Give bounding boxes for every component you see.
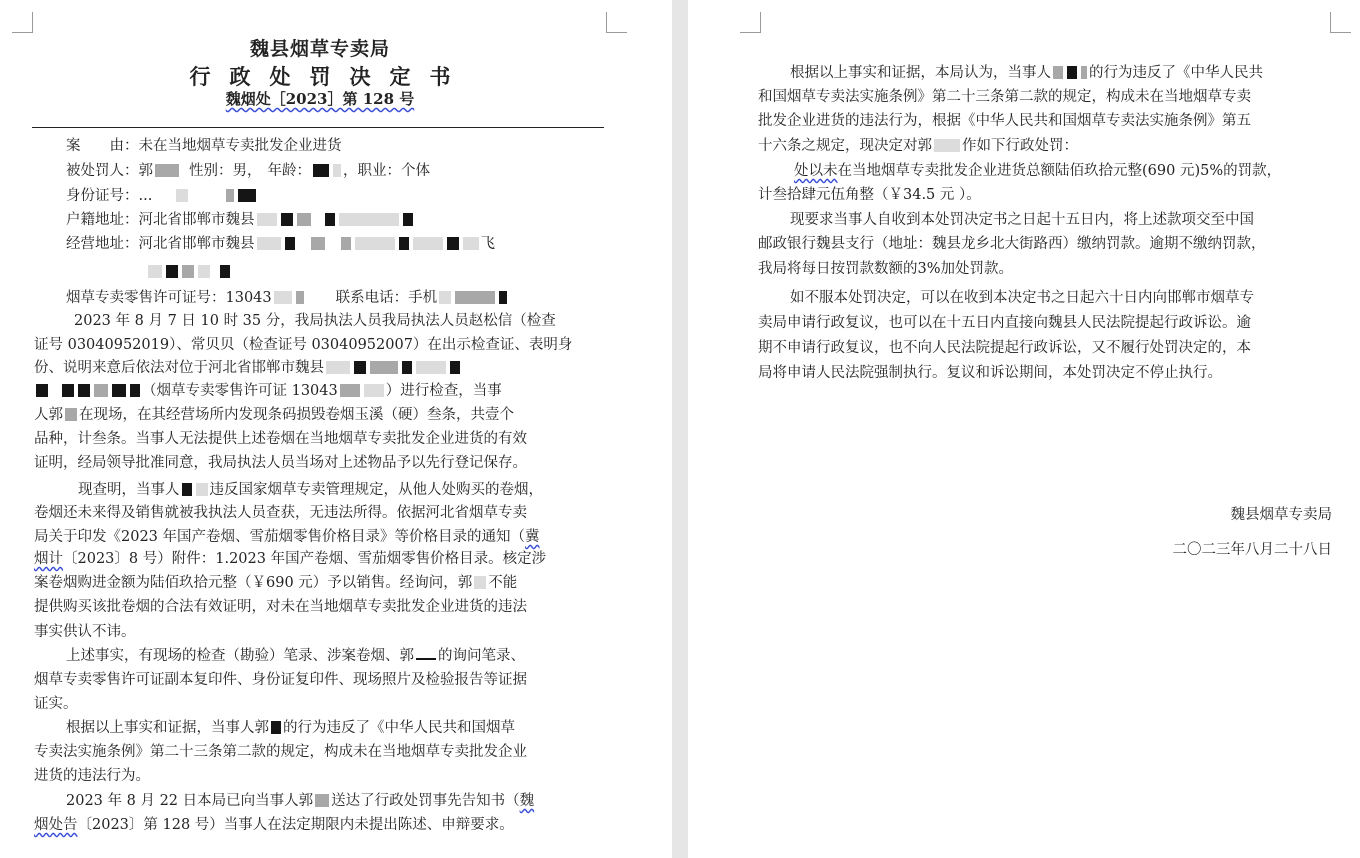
redaction-block <box>94 384 108 397</box>
body-text: 烟计 <box>34 551 63 567</box>
redaction-block <box>416 361 446 374</box>
redaction-block <box>1067 66 1077 79</box>
signature-date: 二〇二三年八月二十八日 <box>1172 542 1332 558</box>
household-label: 户籍地址： <box>66 212 139 228</box>
redaction-block <box>257 213 277 226</box>
occupation-label: ，职业： <box>343 163 401 179</box>
body-line <box>66 646 525 666</box>
redaction-block <box>1081 66 1087 79</box>
body-text: 送达了行政处罚事先告知书（ <box>331 793 520 809</box>
redaction-block <box>474 576 486 589</box>
body-text: 上述事实，有现场的检查（勘验）笔录、涉案卷烟、郭 <box>66 648 414 664</box>
body-line <box>790 63 1263 83</box>
signature-agency: 魏县烟草专卖局 <box>1230 507 1332 523</box>
redaction-block <box>226 189 234 202</box>
business-row-cont <box>146 262 232 282</box>
party-row <box>66 161 430 181</box>
case-value: 未在当地烟草专卖批发企业进货 <box>138 138 342 154</box>
business-row <box>66 234 495 254</box>
agency-title: 魏县烟草专卖局 <box>249 38 390 60</box>
doc-number-text: 魏烟处［2023］第 128 号 <box>225 90 415 108</box>
body-line <box>78 480 543 500</box>
license-row <box>66 288 509 308</box>
body-text: 作如下行政处罚： <box>962 138 1078 154</box>
phone-value: 手机 <box>408 290 438 306</box>
redaction-block <box>313 164 329 177</box>
redaction-block <box>402 361 412 374</box>
body-line: 事实供认不讳。 <box>34 624 136 640</box>
body-line <box>34 527 540 547</box>
body-line: 烟草专卖零售许可证副本复印件、身份证复印件、现场照片及检验报告等证据 <box>34 672 527 688</box>
household-value: 河北省邯郸市魏县 <box>138 212 255 228</box>
case-label: 案 由： <box>66 138 139 154</box>
body-text: 份、说明来意后依法对位于河北省邯郸市魏县 <box>34 360 324 376</box>
id-row <box>66 186 258 206</box>
document-page-left <box>0 0 672 858</box>
redaction-block <box>499 291 507 304</box>
page-gap <box>672 0 688 858</box>
redaction-block <box>36 384 48 397</box>
body-line <box>34 549 546 569</box>
redaction-block <box>326 361 350 374</box>
redaction-block <box>311 237 325 250</box>
redaction-block <box>198 265 210 278</box>
redaction-block <box>196 483 208 496</box>
document-type-title: 行政处罚决定书 <box>189 65 470 89</box>
redaction-block <box>413 237 443 250</box>
redaction-block <box>155 164 179 177</box>
body-line: 2023 年 8 月 7 日 10 时 35 分，我局执法人员我局执法人员赵松信（检查 <box>74 313 556 329</box>
redaction-block <box>934 139 960 152</box>
redaction-block <box>403 213 413 226</box>
redaction-block <box>285 237 295 250</box>
body-text: 烟处告 <box>34 817 78 833</box>
penalty-highlight: 处以未 <box>794 163 838 179</box>
redaction-block <box>281 213 293 226</box>
redaction-block <box>65 408 77 421</box>
body-line: 邮政银行魏县支行（地址：魏县龙乡北大街路西）缴纳罚款。逾期不缴纳罚款， <box>758 236 1266 252</box>
id-label: 身份证号： <box>66 188 139 204</box>
redaction-block <box>271 721 281 734</box>
body-text: 现查明，当事人 <box>78 482 180 498</box>
redaction-block <box>370 361 398 374</box>
license-label: 烟草专卖零售许可证号： <box>66 290 226 306</box>
redaction-block <box>399 237 409 250</box>
id-value: ... <box>138 188 153 204</box>
header-divider <box>32 127 604 128</box>
body-line: 我局将每日按罚款数额的3%加处罚款。 <box>758 261 1014 277</box>
body-text: 的询问笔录、 <box>438 648 525 664</box>
body-line <box>794 161 1281 181</box>
body-line: 计叁拾肆元伍角整（￥34.5 元 ）。 <box>758 187 981 203</box>
business-label: 经营地址： <box>66 236 139 252</box>
redaction-block <box>62 384 74 397</box>
body-line: 现要求当事人自收到本处罚决定书之日起十五日内，将上述款项交至中国 <box>790 212 1254 228</box>
document-number <box>0 88 640 109</box>
body-line: 提供购买该批卷烟的合法有效证明，对未在当地烟草专卖批发企业进货的违法 <box>34 599 527 615</box>
body-text: 在现场，在其经营场所内发现条码损毁卷烟玉溪（硬）叁条，共壹个 <box>79 407 514 423</box>
body-line: 局将申请人民法院强制执行。复议和诉讼期间，本处罚决定不停止执行。 <box>758 365 1222 381</box>
crop-mark-top-left <box>12 12 33 33</box>
redaction-block <box>182 483 192 496</box>
redaction-block <box>341 237 351 250</box>
redaction-block <box>112 384 126 397</box>
body-text: 2023 年 8 月 22 日本局已向当事人郭 <box>66 793 314 809</box>
body-text: （烟草专卖零售许可证 13043 <box>142 383 338 399</box>
redaction-block <box>274 291 292 304</box>
redaction-block <box>354 361 366 374</box>
body-line: 证实。 <box>34 696 78 712</box>
age-label: 年龄： <box>267 163 311 179</box>
redaction-block <box>325 213 335 226</box>
redaction-block <box>355 237 395 250</box>
body-text: 的行为违反了《中华人民共和国烟草 <box>283 720 515 736</box>
body-text: 违反国家烟草专卖管理规定，从他人处购买的卷烟， <box>209 482 543 498</box>
phone-label: 联系电话： <box>335 290 409 306</box>
redaction-block <box>176 189 188 202</box>
redaction-block <box>339 213 399 226</box>
occupation-value: 个体 <box>401 163 430 179</box>
redaction-block <box>220 265 230 278</box>
body-text: 〔2023〕第 128 号）当事人在法定期限内未提出陈述、申辩要求。 <box>77 817 514 833</box>
body-line <box>66 718 515 738</box>
redaction-block <box>257 237 281 250</box>
redaction-block <box>340 384 360 397</box>
body-text: 不能 <box>488 575 518 591</box>
redaction-block <box>315 794 329 807</box>
body-text: 案卷烟购进金额为陆佰玖拾元整（￥690 元）予以销售。经询问，郭 <box>34 575 473 591</box>
household-row <box>66 210 415 230</box>
body-text: 根据以上事实和证据，当事人郭 <box>66 720 269 736</box>
redaction-block <box>364 384 384 397</box>
redaction-block <box>439 291 451 304</box>
body-text: 的行为违反了《中华人民共 <box>1089 65 1263 81</box>
party-label: 被处罚人： <box>66 163 139 179</box>
redaction-block <box>455 291 495 304</box>
redaction-block <box>130 384 140 397</box>
body-text: 〔2023〕8 号）附件：1.2023 年国产卷烟、雪茄烟零售价格目录。核定涉 <box>63 551 547 567</box>
body-line: 卖局申请行政复议，也可以在十五日内直接向魏县人民法院提起行政诉讼。逾 <box>758 315 1251 331</box>
redaction-block <box>148 265 162 278</box>
redaction-block <box>1053 66 1063 79</box>
body-line: 期不申请行政复议，也不向人民法院提起行政诉讼，又不履行处罚决定的，本 <box>758 340 1251 356</box>
case-row <box>66 136 342 156</box>
crop-mark-top-left <box>740 12 761 33</box>
body-text: 根据以上事实和证据，本局认为，当事人 <box>790 65 1051 81</box>
body-text: 魏 <box>519 793 535 809</box>
redaction-block <box>78 384 90 397</box>
license-value: 13043 <box>225 290 272 306</box>
gender-value: 男， <box>232 163 262 179</box>
body-line: 进货的违法行为。 <box>34 768 150 784</box>
body-text: 人郭 <box>34 407 63 423</box>
business-value: 河北省邯郸市魏县 <box>138 236 255 252</box>
body-line <box>758 136 1078 156</box>
body-line: 专卖法实施条例》第二十三条第二款的规定，构成未在当地烟草专卖批发企业 <box>34 744 527 760</box>
redaction-block <box>296 291 304 304</box>
crop-mark-top-right <box>1330 12 1351 33</box>
body-line: 品种，计叁条。当事人无法提供上述卷烟在当地烟草专卖批发企业进货的有效 <box>34 431 527 447</box>
redaction-block <box>333 164 341 177</box>
redaction-block <box>450 361 460 374</box>
party-name: 郭 <box>138 163 153 179</box>
body-line <box>34 815 514 835</box>
body-line: 和国烟草专卖法实施条例》第二十三条第二款的规定，构成未在当地烟草专卖 <box>758 89 1251 105</box>
body-text: 局关于印发《2023 年国产卷烟、雪茄烟零售价格目录》等价格目录的通知（ <box>34 529 526 545</box>
body-line: 如不服本处罚决定，可以在收到本决定书之日起六十日内向邯郸市烟草专 <box>790 290 1254 306</box>
redaction-block <box>238 189 256 202</box>
redaction-block <box>416 658 436 660</box>
body-line <box>34 381 502 401</box>
body-text: 冀 <box>525 529 540 545</box>
redaction-block <box>447 237 459 250</box>
body-text: ）进行检查，当事 <box>385 383 502 399</box>
document-page-right <box>688 0 1360 858</box>
body-line <box>34 405 514 425</box>
crop-mark-top-right <box>606 12 627 33</box>
redaction-block <box>463 237 479 250</box>
body-text: 在当地烟草专卖批发企业进货总额陆佰玖拾元整(690 元)5%的罚款， <box>837 163 1282 179</box>
body-line <box>34 573 517 593</box>
business-tail: 飞 <box>480 236 495 252</box>
body-line <box>34 358 462 378</box>
body-line: 证号 03040952019）、常贝贝（检查证号 03040952007）在出示检查证、表明身 <box>34 337 573 353</box>
body-line <box>66 791 534 811</box>
body-line: 批发企业进货的违法行为，根据《中华人民共和国烟草专卖法实施条例》第五 <box>758 113 1251 129</box>
body-line: 证明，经局领导批准同意，我局执法人员当场对上述物品予以先行登记保存。 <box>34 455 527 471</box>
body-line: 卷烟还未来得及销售就被我执法人员查获，无违法所得。依据河北省烟草专卖 <box>34 505 527 521</box>
gender-label: 性别： <box>189 163 233 179</box>
body-text: 十六条之规定，现决定对郭 <box>758 138 932 154</box>
redaction-block <box>182 265 194 278</box>
redaction-block <box>297 213 311 226</box>
redaction-block <box>166 265 178 278</box>
